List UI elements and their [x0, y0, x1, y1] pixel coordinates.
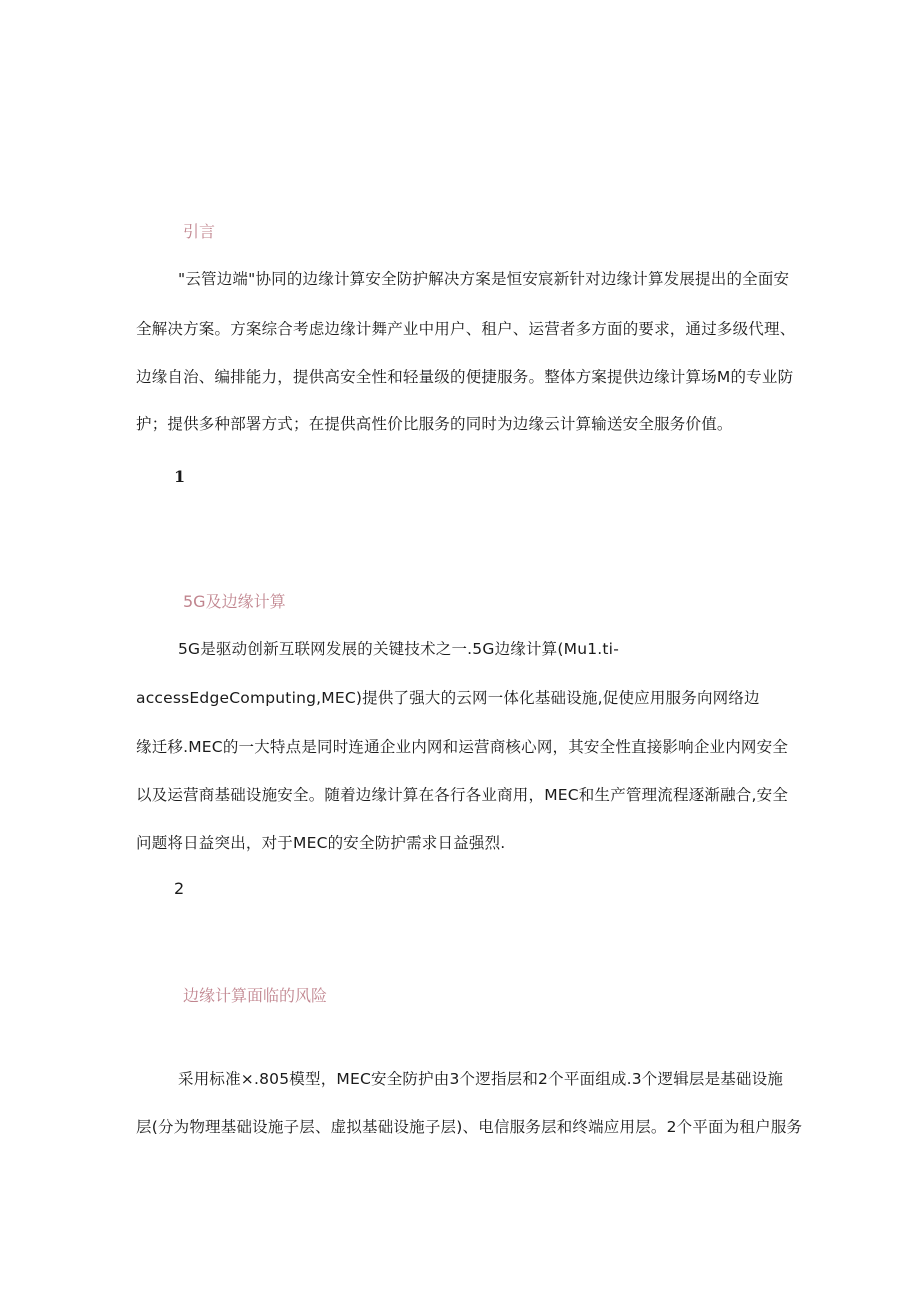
section-number: 1 — [174, 467, 186, 486]
paragraph-line: 以及运营商基础设施安全。随着边缘计算在各行各业商用，MEC和生产管理流程逐渐融合,安全 — [136, 786, 789, 804]
paragraph-line: 缘迁移.MEC的一大特点是同时连通企业内网和运营商核心网，其安全性直接影响企业内网安全 — [136, 738, 789, 756]
paragraph-line: 采用标准×.805模型，MEC安全防护由3个逻指层和2个平面组成.3个逻辑层是基础设施 — [178, 1070, 784, 1088]
paragraph-line: 护；提供多种部署方式；在提供高性价比服务的同时为边缘云计算输送安全服务价值。 — [136, 415, 733, 433]
paragraph-line: 层(分为物理基础设施子层、虚拟基础设施子层)、电信服务层和终端应用层。2个平面为租户服务 — [136, 1118, 803, 1136]
section-heading-intro: 引言 — [183, 222, 216, 241]
paragraph-line: 边缘自治、编排能力，提供高安全性和轻量级的便捷服务。整体方案提供边缘计算场M的专业防 — [136, 368, 794, 386]
paragraph-line: accessEdgeComputing,MEC)提供了强大的云网一体化基础设施,促使应用服务向网络边 — [136, 689, 760, 707]
paragraph-line: 全解决方案。方案综合考虑边缘计舞产业中用户、租户、运营者多方面的要求，通过多级代理、 — [136, 320, 796, 338]
section-number: 2 — [174, 879, 185, 898]
paragraph-line: "云管边端"协同的边缘计算安全防护解决方案是恒安宸新针对边缘计算发展提出的全面安 — [178, 270, 790, 288]
section-heading-risks: 边缘计算面临的风险 — [183, 986, 328, 1005]
paragraph-line: 5G是驱动创新互联网发展的关键技术之一.5G边缘计算(Mu1.ti- — [178, 640, 619, 658]
paragraph-line: 问题将日益突出，对于MEC的安全防护需求日益强烈. — [136, 834, 506, 852]
section-heading-5g: 5G及边缘计算 — [183, 592, 286, 611]
